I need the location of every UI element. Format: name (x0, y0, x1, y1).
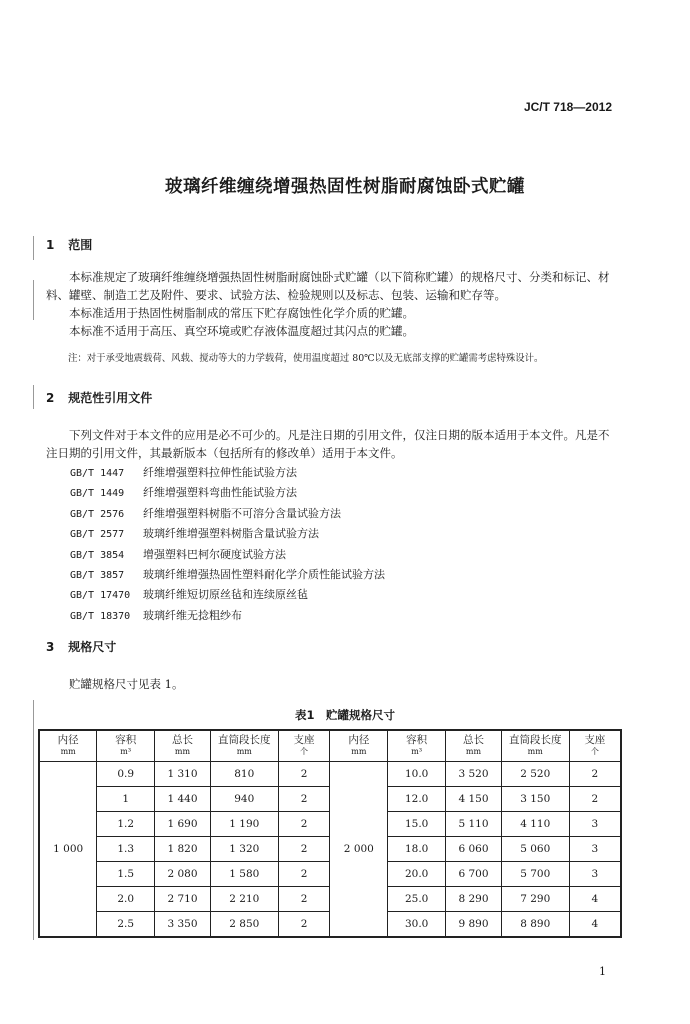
table-row (39, 762, 621, 787)
header-label: 支座 (584, 734, 606, 746)
section-title: 规格尺寸 (68, 640, 117, 654)
header-label: 总长 (172, 734, 193, 746)
table-cell: 5 060 (501, 837, 569, 862)
header-unit: mm (60, 747, 76, 756)
table-cell: 2 520 (501, 762, 569, 787)
table-cell: 1 (97, 787, 155, 812)
table-cell: 2.0 (97, 887, 155, 912)
table-cell: 3 150 (501, 787, 569, 812)
table-cell: 3 (569, 837, 621, 862)
table-caption: 表1 贮罐规格尺寸 (294, 708, 395, 722)
table-cell: 1 000 (39, 762, 97, 938)
table-cell: 0.9 (97, 762, 155, 787)
table-cell: 2 850 (210, 912, 278, 938)
table-cell: 6 060 (446, 837, 502, 862)
header-unit: mm (174, 747, 191, 756)
scope-body (46, 268, 616, 340)
section-title: 范围 (68, 238, 93, 252)
column-header (39, 730, 97, 762)
header-label: 直筒段长度 (509, 734, 562, 746)
header-label: 容积 (406, 734, 428, 746)
table-cell: 4 (569, 887, 621, 912)
header-unit: 个 (590, 747, 599, 756)
table-cell: 6 700 (446, 862, 502, 887)
table-cell: 2 (569, 787, 621, 812)
table-cell: 4 150 (446, 787, 502, 812)
paragraph: 本标准适用于热固性树脂制成的常压下贮存腐蚀性化学介质的贮罐。 (69, 306, 414, 320)
table-cell: 3 (569, 812, 621, 837)
reference-item (70, 545, 385, 565)
margin-mark (33, 700, 34, 940)
standard-code: JC/T 718—2012 (523, 100, 612, 114)
table-cell: 3 (569, 862, 621, 887)
section-heading-spec (46, 638, 116, 655)
table-cell: 30.0 (388, 912, 446, 938)
table-cell: 2 080 (155, 862, 211, 887)
table-cell: 1 690 (155, 812, 211, 837)
table-cell: 1 190 (210, 812, 278, 837)
header-unit: mm (236, 747, 252, 756)
reference-list (70, 463, 385, 626)
column-header (388, 730, 446, 762)
table-cell: 1 320 (210, 837, 278, 862)
table-cell: 5 700 (501, 862, 569, 887)
table-cell: 20.0 (388, 862, 446, 887)
table-cell: 7 290 (501, 887, 569, 912)
table-cell: 2 000 (330, 762, 388, 938)
table-cell: 1.5 (97, 862, 155, 887)
table-cell: 2 710 (155, 887, 211, 912)
reference-title: 纤维增强塑料树脂不可溶分含量试验方法 (143, 506, 341, 520)
page-title: 玻璃纤维缠绕增强热固性树脂耐腐蚀卧式贮罐 (165, 177, 525, 197)
paragraph: 贮罐规格尺寸见表 1。 (69, 677, 184, 691)
header-label: 内径 (57, 734, 79, 746)
reference-title: 玻璃纤维增强塑料树脂含量试验方法 (143, 527, 319, 541)
table-cell: 2 (278, 862, 330, 887)
reference-code: GB/T 2576 (70, 508, 125, 520)
table-cell: 2 (278, 887, 330, 912)
table-cell: 10.0 (388, 762, 446, 787)
reference-item (70, 504, 385, 524)
table-cell: 2 210 (210, 887, 278, 912)
header-label: 容积 (115, 734, 137, 746)
table-header-row (39, 730, 621, 762)
reference-title: 纤维增强塑料拉伸性能试验方法 (143, 466, 297, 479)
column-header (155, 730, 211, 762)
table-cell: 3 350 (155, 912, 211, 938)
table-cell: 2.5 (97, 912, 155, 938)
table-cell: 1 820 (155, 837, 211, 862)
header-unit: mm (527, 747, 543, 756)
header-unit: mm (351, 747, 367, 756)
reference-item (70, 483, 385, 503)
table-cell: 25.0 (388, 887, 446, 912)
reference-code: GB/T 17470 (70, 590, 131, 602)
table-cell: 810 (210, 762, 278, 787)
table-cell: 8 890 (501, 912, 569, 938)
reference-code: GB/T 3857 (70, 570, 125, 582)
table-cell: 1.3 (97, 837, 155, 862)
table-cell: 5 110 (446, 812, 502, 837)
margin-mark (33, 236, 34, 260)
reference-title: 玻璃纤维无捻粗纱布 (143, 608, 242, 622)
table-cell: 1 580 (210, 862, 278, 887)
section-number: 2 (46, 391, 55, 405)
table-cell: 12.0 (388, 787, 446, 812)
table-cell: 15.0 (388, 812, 446, 837)
section-number: 1 (46, 238, 55, 252)
column-header (501, 730, 569, 762)
reference-code: GB/T 1449 (70, 488, 125, 500)
table-cell: 4 110 (501, 812, 569, 837)
header-unit: m³ (411, 747, 423, 756)
section-title: 规范性引用文件 (68, 391, 153, 405)
table-cell: 940 (210, 787, 278, 812)
page-number: 1 (599, 965, 606, 978)
normative-intro (46, 426, 616, 462)
reference-title: 玻璃纤维增强热固性塑料耐化学介质性能试验方法 (143, 568, 385, 582)
table-cell: 3 520 (446, 762, 502, 787)
header-unit: mm (465, 747, 482, 756)
column-header (446, 730, 502, 762)
section-heading-scope (46, 236, 92, 253)
table-cell: 2 (278, 912, 330, 938)
header-label: 内径 (348, 734, 370, 746)
header-label: 总长 (462, 734, 484, 746)
table-cell: 4 (569, 912, 621, 938)
paragraph: 本标准不适用于高压、真空环境或贮存液体温度超过其闪点的贮罐。 (69, 324, 414, 338)
scope-note: 注：对于承受地震载荷、风载、搅动等大的力学载荷，使用温度超过 80℃以及无底部支撑的贮罐需考虑特殊设计。 (68, 353, 544, 364)
table-cell: 2 (569, 762, 621, 787)
table-cell: 1.2 (97, 812, 155, 837)
section-number: 3 (46, 640, 55, 654)
spec-table (38, 729, 622, 938)
header-unit: m³ (120, 747, 132, 756)
table-cell: 1 310 (155, 762, 211, 787)
column-header (97, 730, 155, 762)
reference-code: GB/T 1447 (70, 468, 125, 479)
table-cell: 8 290 (446, 887, 502, 912)
reference-item (70, 463, 385, 483)
table-cell: 1 440 (155, 787, 211, 812)
spec-intro (46, 675, 616, 693)
margin-mark (33, 280, 34, 320)
reference-item (70, 585, 385, 605)
reference-item (70, 606, 385, 626)
reference-title: 纤维增强塑料弯曲性能试验方法 (143, 486, 297, 500)
column-header (569, 730, 621, 762)
reference-title: 玻璃纤维短切原丝毡和连续原丝毡 (143, 588, 308, 602)
section-heading-normative (46, 389, 152, 406)
column-header (330, 730, 388, 762)
header-unit: 个 (300, 747, 309, 756)
table-cell: 2 (278, 787, 330, 812)
column-header (278, 730, 330, 762)
table-cell: 2 (278, 762, 330, 787)
table-cell: 9 890 (446, 912, 502, 938)
reference-item (70, 524, 385, 544)
reference-title: 增强塑料巴柯尔硬度试验方法 (143, 547, 286, 561)
reference-code: GB/T 18370 (70, 610, 131, 622)
table-cell: 2 (278, 837, 330, 862)
paragraph: 本标准规定了玻璃纤维缠绕增强热固性树脂耐腐蚀卧式贮罐（以下简称贮罐）的规格尺寸、分类和标记、材料、罐壁、制造工艺及附件、要求、试验方法、检验规则以及标志、包装、运输和贮存等。 (46, 270, 610, 302)
table-cell: 2 (278, 812, 330, 837)
header-label: 直筒段长度 (218, 734, 271, 746)
header-label: 支座 (293, 734, 315, 746)
reference-code: GB/T 2577 (70, 529, 125, 541)
margin-mark (33, 385, 34, 409)
reference-code: GB/T 3854 (70, 549, 125, 561)
column-header (210, 730, 278, 762)
table-cell: 18.0 (388, 837, 446, 862)
paragraph: 下列文件对于本文件的应用是必不可少的。凡是注日期的引用文件，仅注日期的版本适用于本文件。凡是不注日期的引用文件，其最新版本（包括所有的修改单）适用于本文件。 (46, 428, 610, 460)
reference-item (70, 565, 385, 585)
